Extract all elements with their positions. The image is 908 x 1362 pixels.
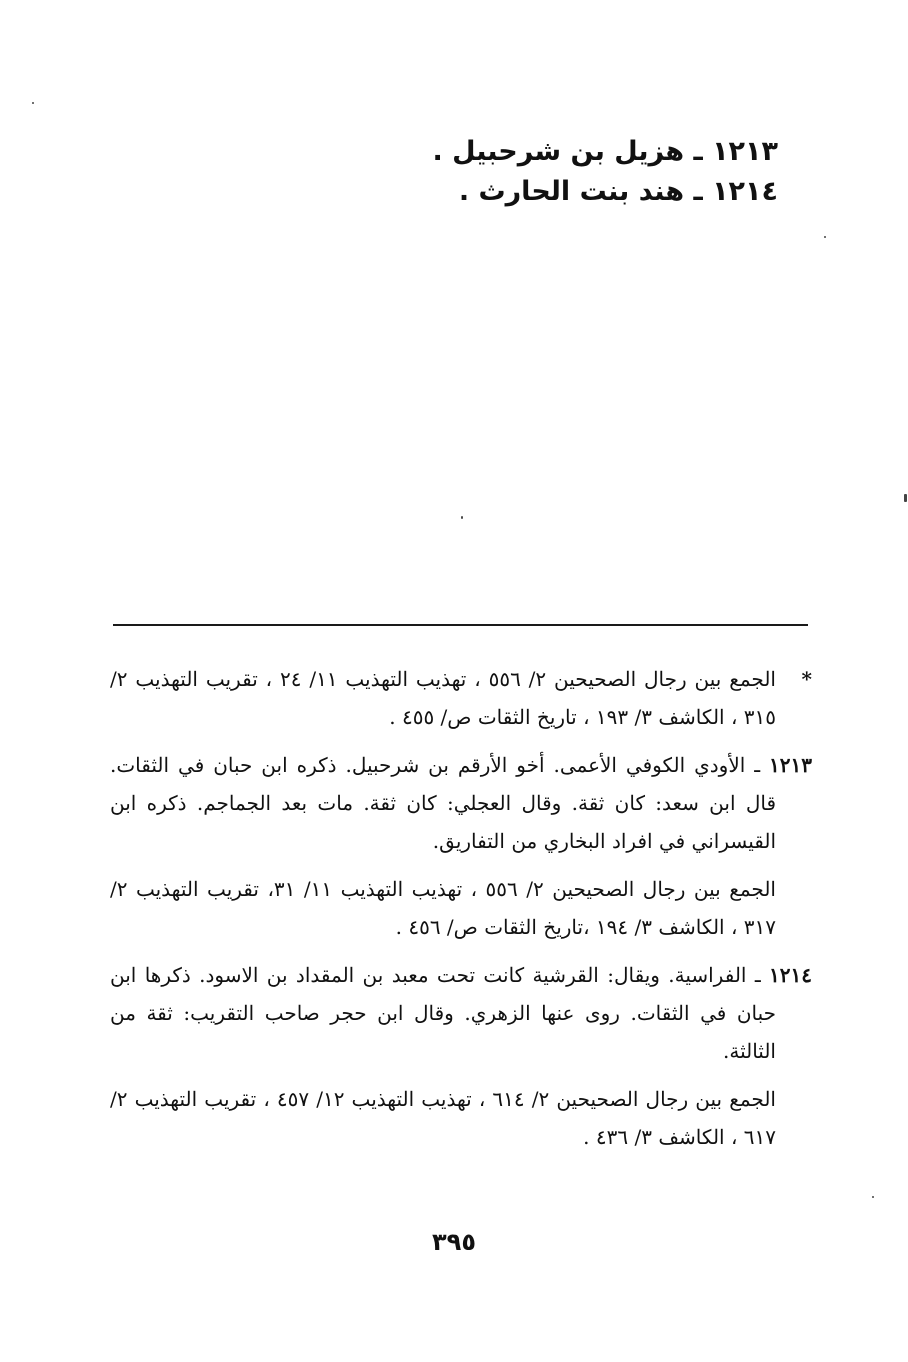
footnotes — [110, 660, 812, 1166]
footnote-1213-number: ١٢١٣ — [769, 753, 812, 777]
scan-speck — [32, 102, 34, 104]
heading-1214: ١٢١٤ ـ هند بنت الحارث . — [458, 176, 778, 207]
scan-speck — [824, 236, 826, 238]
footnote-1213 — [110, 746, 812, 860]
footnote-1214-refs: الجمع بين رجال الصحيحين ٢/ ٦١٤ ، تهذيب التهذيب ١٢/ ٤٥٧ ، تقريب التهذيب ٢/ ٦١٧ ، الكاشف ٣/ ٤٣٦ . — [110, 1087, 776, 1149]
footnote-1213-text: ـ الأودي الكوفي الأعمى. أخو الأرقم بن شرحبيل. ذكره ابن حبان في الثقات. قال ابن سعد: كان ثقة. وقال العجلي: كان ثقة. مات بعد الجماجم. ذكره ابن القيسراني في افراد البخاري من التفاريق. — [110, 753, 776, 853]
footnote-1214 — [110, 956, 812, 1070]
page-number: ٣٩٥ — [432, 1228, 476, 1256]
scan-speck — [872, 1196, 874, 1198]
footnote-1213-refs: الجمع بين رجال الصحيحين ٢/ ٥٥٦ ، تهذيب التهذيب ١١/ ٣١، تقريب التهذيب ٢/ ٣١٧ ، الكاشف ٣/ ١٩٤ ،تاريخ الثقات ص/ ٤٥٦ . — [110, 877, 776, 939]
heading-1213: ١٢١٣ ـ هزيل بن شرحبيل . — [432, 136, 778, 167]
footnote-main-refs-text: الجمع بين رجال الصحيحين ٢/ ٥٥٦ ، تهذيب التهذيب ١١/ ٢٤ ، تقريب التهذيب ٢/ ٣١٥ ، الكاشف ٣/ ١٩٣ ، تاريخ الثقات ص/ ٤٥٥ . — [110, 667, 776, 729]
scan-speck — [904, 494, 907, 502]
footnote-divider — [113, 624, 808, 626]
entry-headings — [258, 132, 778, 212]
scan-speck — [461, 516, 463, 519]
footnote-main-refs — [110, 660, 812, 736]
footnote-1214-text: ـ الفراسية. ويقال: القرشية كانت تحت معبد بن المقداد بن الاسود. ذكرها ابن حبان في الثقات. روى عنها الزهري. وقال ابن حجر صاحب التقريب: ثقة من الثالثة. — [110, 963, 776, 1063]
footnote-marker: * — [801, 667, 812, 691]
footnote-1214-number: ١٢١٤ — [769, 963, 812, 987]
